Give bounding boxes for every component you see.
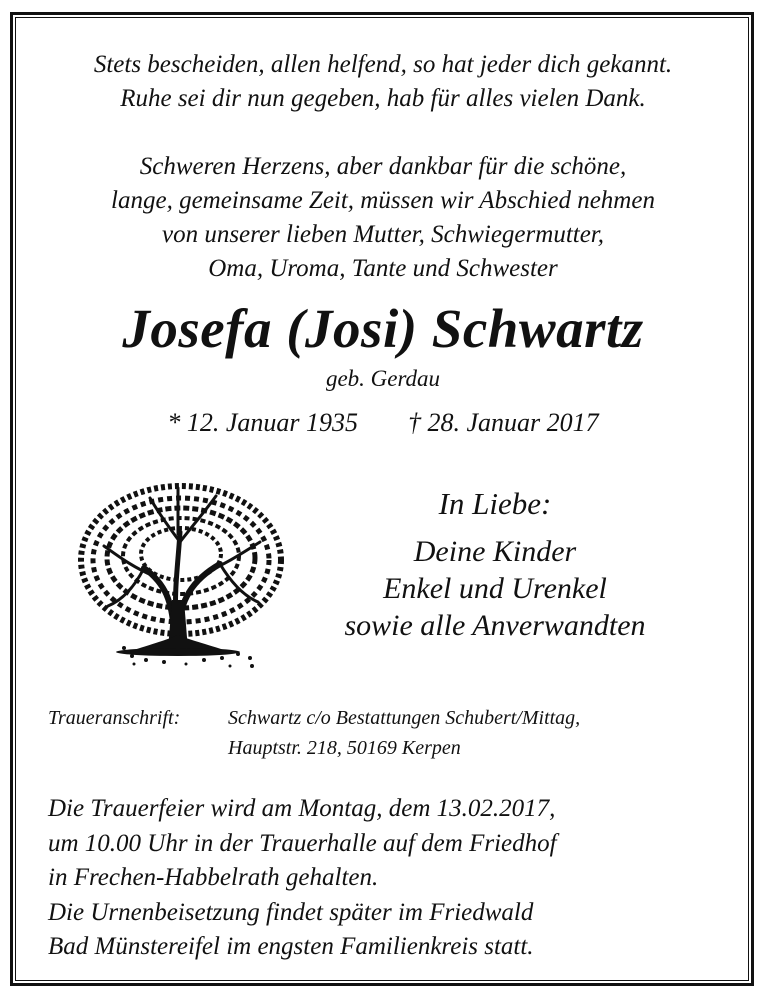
mourners-list [302,533,688,644]
intro-text [0,150,766,286]
intro-line: Schweren Herzens, aber dankbar für die schöne, [139,153,627,180]
tree-icon [74,472,288,672]
service-line: Die Trauerfeier wird am Montag, dem 13.02.2017, [48,795,556,822]
service-line: in Frechen-Habbelrath gehalten. [48,864,379,891]
service-line: Bad Münstereifel im engsten Familienkreis statt. [48,933,534,960]
mourner-line: sowie alle Anverwandten [344,609,646,642]
address-line: Schwartz c/o Bestattungen Schubert/Mittag, [228,707,581,729]
motto-verse [0,48,766,116]
motto-line: Ruhe sei dir nun gegeben, hab für alles vielen Dank. [120,85,646,112]
deceased-name: Josefa (Josi) Schwartz [122,298,644,359]
funeral-service-info [48,792,557,965]
maiden-name: geb. Gerdau [325,366,441,391]
mourners-heading: In Liebe: [438,486,552,521]
intro-line: von unserer lieben Mutter, Schwiegermutter, [161,221,605,248]
tree-trunk [134,600,224,650]
mourner-line: Deine Kinder [413,535,577,568]
address-label: Traueranschrift: [48,707,181,729]
service-line: um 10.00 Uhr in der Trauerhalle auf dem Friedhof [48,829,557,857]
death-date: † 28. Januar 2017 [408,408,599,437]
address-line: Hauptstr. 218, 50169 Kerpen [228,737,461,759]
life-dates [0,406,766,440]
tree-ground [116,646,254,668]
intro-line: lange, gemeinsame Zeit, müssen wir Abschied nehmen [111,187,655,214]
intro-line: Oma, Uroma, Tante und Schwester [208,255,558,282]
motto-line: Stets bescheiden, allen helfend, so hat jeder dich gekannt. [93,51,673,78]
birth-date: * 12. Januar 1935 [167,408,358,437]
service-line: Die Urnenbeisetzung findet später im Friedwald [48,898,534,926]
mourner-line: Enkel und Urenkel [383,572,607,605]
